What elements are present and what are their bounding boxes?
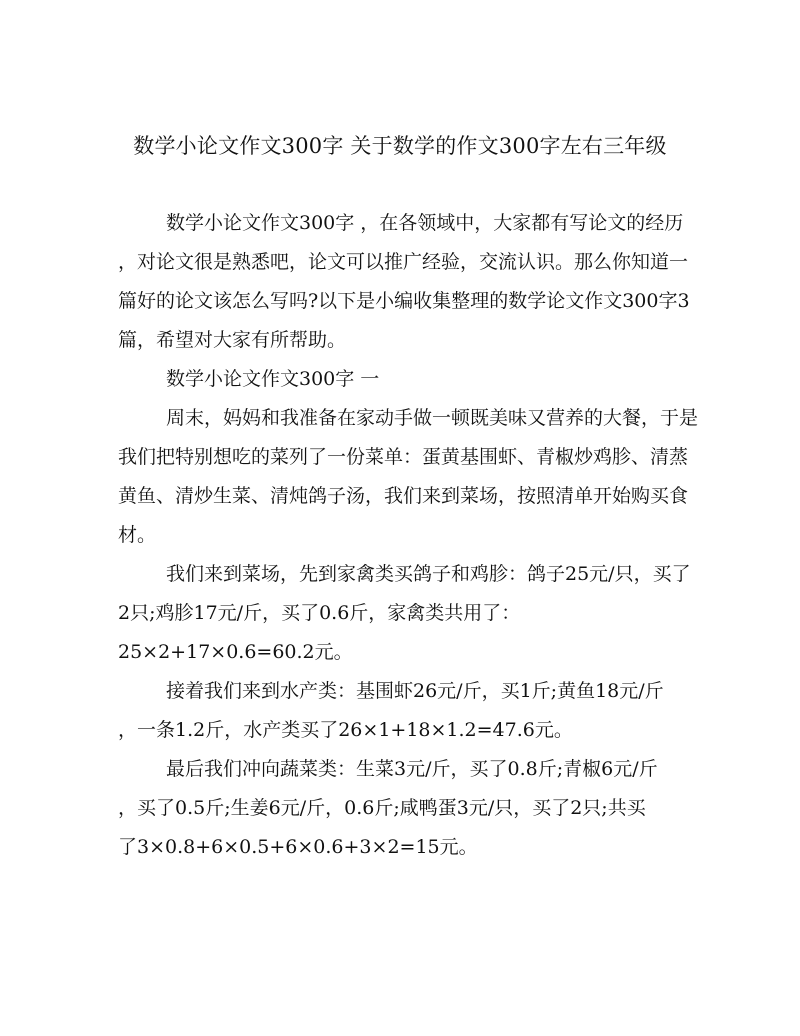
paragraph-line: 2只;鸡胗17元/斤，买了0.6斤，家禽类共用了： xyxy=(118,602,521,624)
paragraph-line: 25×2+17×0.6=60.2元。 xyxy=(118,641,353,663)
paragraph-line: 篇，希望对大家有所帮助。 xyxy=(118,329,347,351)
paragraph-line: 最后我们冲向蔬菜类：生菜3元/斤，买了0.8斤;青椒6元/斤 xyxy=(166,758,658,780)
paragraph-line: 周末，妈妈和我准备在家动手做一顿既美味又营养的大餐，于是 xyxy=(166,407,699,429)
paragraph-line: 我们来到菜场，先到家禽类买鸽子和鸡胗：鸽子25元/只，买了 xyxy=(166,563,691,585)
paragraph-line: 接着我们来到水产类：基围虾26元/斤，买1斤;黄鱼18元/斤 xyxy=(166,680,664,702)
paragraph-line: 黄鱼、清炒生菜、清炖鸽子汤，我们来到菜场，按照清单开始购买食 xyxy=(118,485,689,507)
paragraph-line: 篇好的论文该怎么写吗?以下是小编收集整理的数学论文作文300字3 xyxy=(118,290,690,312)
section-heading: 数学小论文作文300字 一 xyxy=(166,368,380,390)
document-title: 数学小论文作文300字 关于数学的作文300字左右三年级 xyxy=(133,134,667,158)
paragraph-line: 数学小论文作文300字 ，在各领域中，大家都有写论文的经历 xyxy=(166,212,684,234)
paragraph-line: 了3×0.8+6×0.5+6×0.6+3×2=15元。 xyxy=(118,836,478,858)
paragraph-line: ，对论文很是熟悉吧，论文可以推广经验，交流认识。那么你知道一 xyxy=(118,251,689,273)
paragraph-line: 我们把特别想吃的菜列了一份菜单：蛋黄基围虾、青椒炒鸡胗、清蒸 xyxy=(118,446,689,468)
paragraph-line: 材。 xyxy=(118,524,157,546)
paragraph-line: ，一条1.2斤，水产类买了26×1+18×1.2=47.6元。 xyxy=(118,719,573,741)
paragraph-line: ，买了0.5斤;生姜6元/斤，0.6斤;咸鸭蛋3元/只，买了2只;共买 xyxy=(118,797,646,819)
